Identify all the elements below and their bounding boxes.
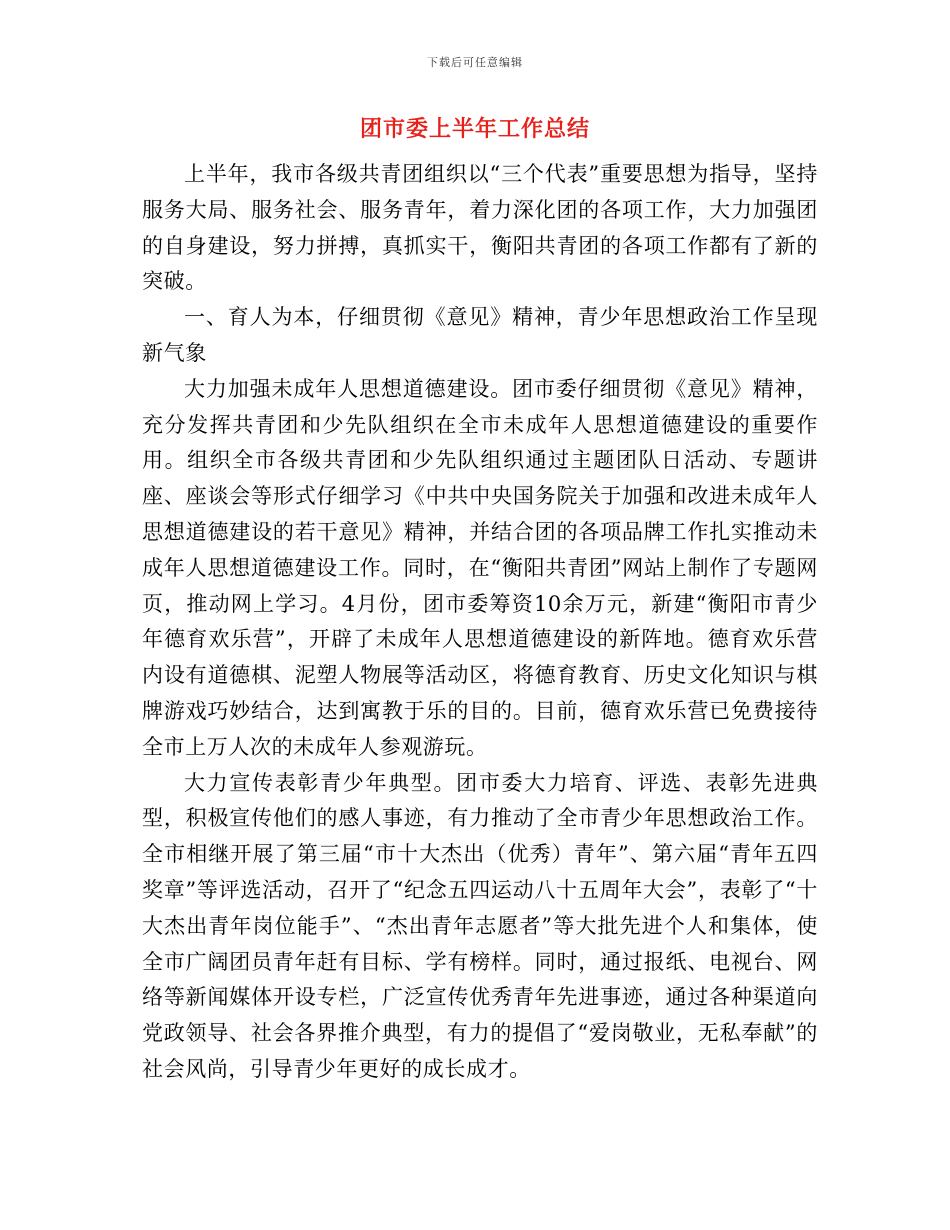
paragraph-intro: 上半年，我市各级共青团组织以“三个代表”重要思想为指导，坚持服务大局、服务社会、服务青年，着力深化团的各项工作，大力加强团的自身建设，努力拼搏，真抓实干，衡阳共青团的各项工作都有了新的突破。 (142, 162, 818, 294)
document-title: 团市委上半年工作总结 (359, 117, 590, 142)
paragraph-role-models: 大力宣传表彰青少年典型。团市委大力培育、评选、表彰先进典型，积极宣传他们的感人事迹，有力推动了全市青少年思想政治工作。全市相继开展了第三届“市十大杰出（优秀）青年”、第六届“青年五四奖章”等评选活动，召开了“纪念五四运动八十五周年大会”，表彰了“十大杰出青年岗位能手”、“杰出青年志愿者”等大批先进个人和集体，使全市广阔团员青年赶有目标、学有榜样。同时，通过报纸、电视台、网络等新闻媒体开设专栏，广泛宣传优秀青年先进事迹，通过各种渠道向党政领导、社会各界推介典型，有力的提倡了“爱岗敬业，无私奉献”的社会风尚，引导青少年更好的成长成才。 (142, 770, 818, 1081)
section-heading-1: 一、育人为本，仔细贯彻《意见》精神，青少年思想政治工作呈现新气象 (142, 305, 818, 365)
paragraph-moral-education: 大力加强未成年人思想道德建设。团市委仔细贯彻《意见》精神，充分发挥共青团和少先队组织在全市未成年人思想道德建设的重要作用。组织全市各级共青团和少先队组织通过主题团队日活动、专题讲座、座谈会等形式仔细学习《中共中央国务院关于加强和改进未成年人思想道德建设的若干意见》精神，并结合团的各项品牌工作扎实推动未成年人思想道德建设工作。同时，在“衡阳共青团”网站上制作了专题网页，推动网上学习。4月份，团市委筹资10余万元，新建“衡阳市青少年德育欢乐营”，开辟了未成年人思想道德建设的新阵地。德育欢乐营内设有道德棋、泥塑人物展等活动区，将德育教育、历史文化知识与棋牌游戏巧妙结合，达到寓教于乐的目的。目前，德育欢乐营已免费接待全市上万人次的未成年人参观游玩。 (142, 376, 818, 759)
document-body (142, 157, 818, 1088)
header-note: 下载后可任意编辑 (427, 56, 523, 69)
